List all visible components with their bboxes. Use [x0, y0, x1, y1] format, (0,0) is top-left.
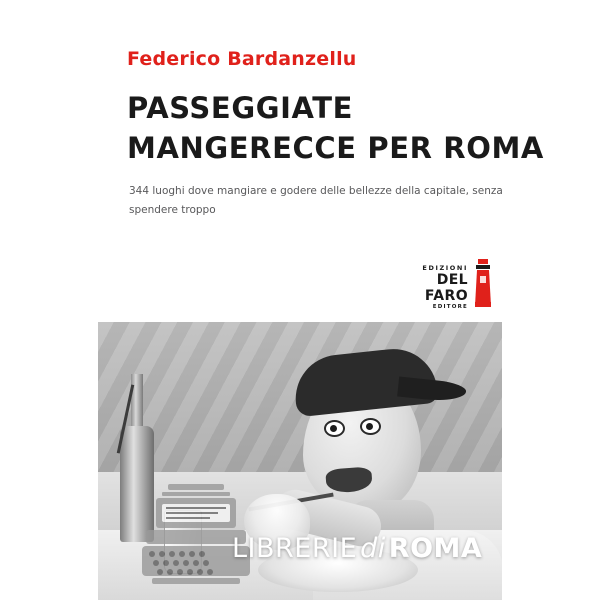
right-margin	[502, 322, 600, 600]
book-title: PASSEGGIATE MANGERECCE PER ROMA	[127, 91, 544, 166]
caption-word-3: ROMA	[388, 533, 483, 564]
caption-word-2: di	[360, 533, 386, 564]
lighthouse-icon	[472, 258, 494, 308]
man-eye-right	[360, 418, 381, 435]
publisher-line-1: EDIZIONI	[422, 264, 468, 272]
left-margin	[0, 322, 98, 600]
publisher-logo	[406, 258, 494, 310]
publisher-wordmark	[406, 264, 468, 310]
pupil-left	[330, 425, 337, 432]
caption-word-1: LIBRERIE	[232, 533, 358, 564]
book-subtitle: 344 luoghi dove mangiare e godere delle bellezze della capitale, senza spendere troppo	[129, 185, 503, 217]
cover-photo	[98, 322, 502, 600]
photo-caption	[232, 533, 482, 564]
author-name: Federico Bardanzellu	[127, 48, 357, 70]
publisher-line-3: EDITORE	[432, 304, 468, 311]
publisher-line-2: DEL FARO	[424, 272, 468, 305]
man-eye-left	[324, 420, 345, 437]
pupil-right	[366, 423, 373, 430]
bottle-neck	[131, 374, 143, 430]
